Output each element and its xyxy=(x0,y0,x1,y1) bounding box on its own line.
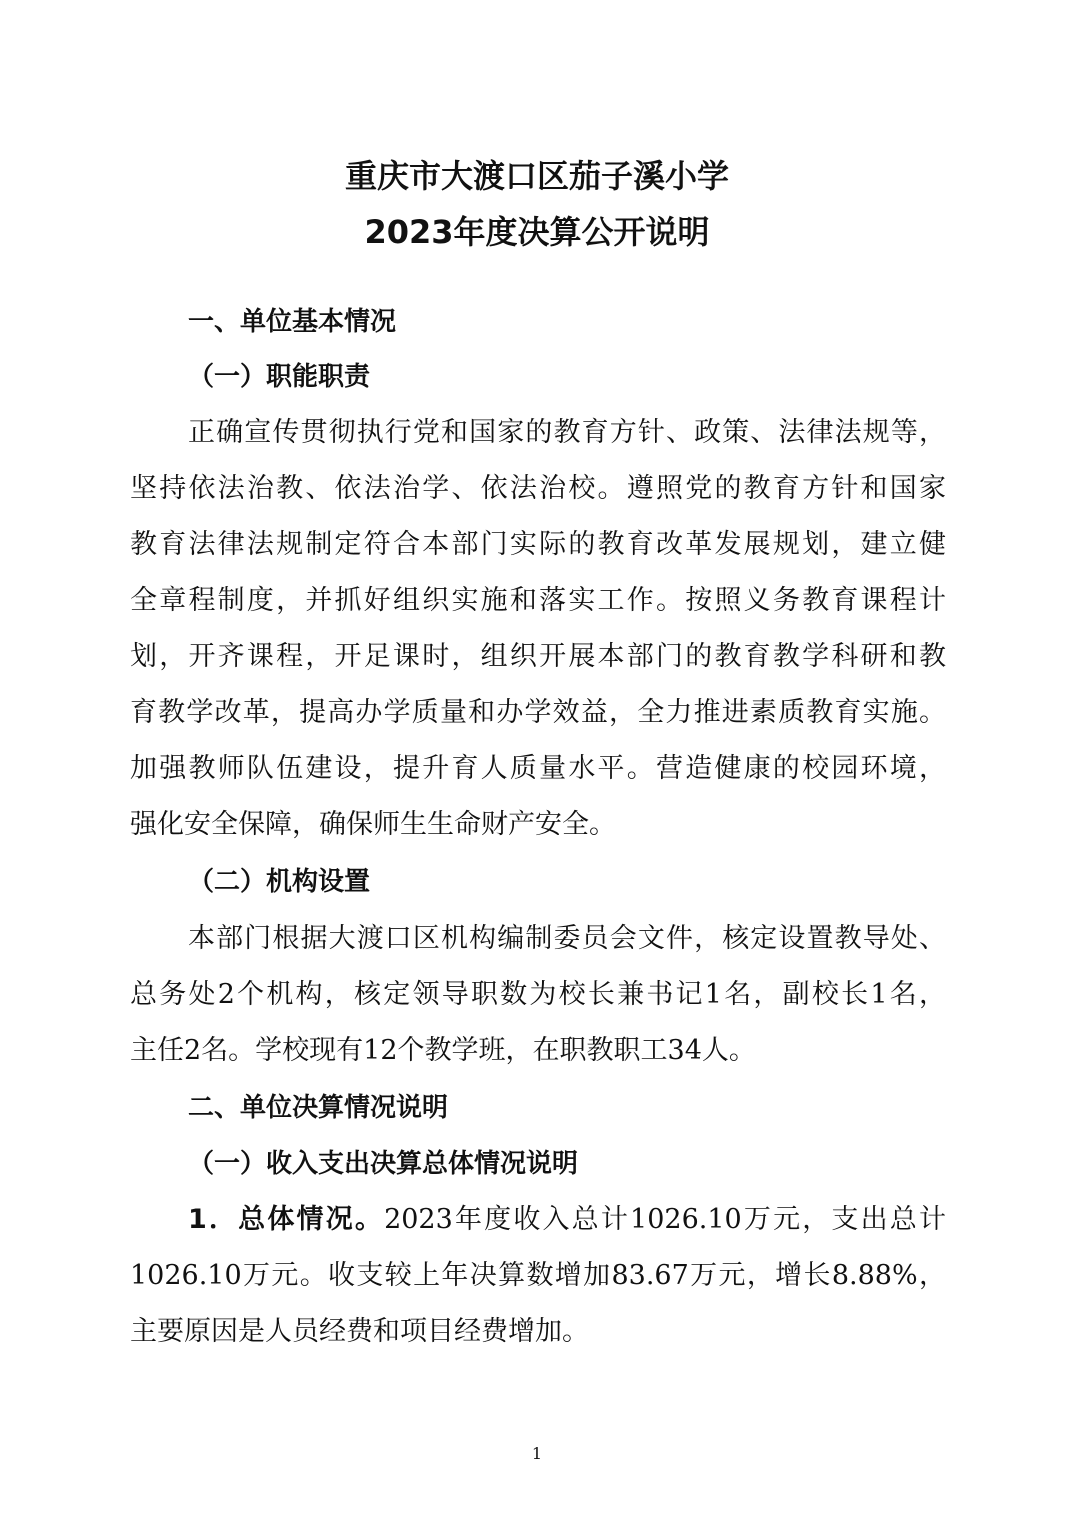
paragraph-line: 总务处2个机构，核定领导职数为校长兼书记1名，副校长1名， xyxy=(130,979,946,1010)
item-text: 2023年度收入总计1026.10万元，支出总计 xyxy=(384,1204,946,1235)
section-1-heading: 一、单位基本情况 xyxy=(188,307,397,337)
paragraph-line: 主任2名。学校现有12个教学班，在职教职工34人。 xyxy=(130,1035,756,1066)
paragraph-line: 1026.10万元。收支较上年决算数增加83.67万元，增长8.88%， xyxy=(130,1260,946,1291)
paragraph-line: 划，开齐课程，开足课时，组织开展本部门的教育教学科研和教 xyxy=(130,641,946,672)
paragraph-line: 强化安全保障，确保师生生命财产安全。 xyxy=(130,809,616,840)
paragraph-line: 育教学改革，提高办学质量和办学效益，全力推进素质教育实施。 xyxy=(130,697,946,728)
paragraph-line-with-label xyxy=(188,1202,946,1238)
section-2-1-heading: （一）收入支出决算总体情况说明 xyxy=(188,1149,579,1179)
item-label: 1．总体情况。 xyxy=(188,1204,385,1235)
paragraph-line: 加强教师队伍建设，提升育人质量水平。营造健康的校园环境， xyxy=(130,753,946,784)
paragraph-line: 坚持依法治教、依法治学、依法治校。遵照党的教育方针和国家 xyxy=(130,473,946,504)
paragraph-line: 主要原因是人员经费和项目经费增加。 xyxy=(130,1316,589,1347)
page-number: 1 xyxy=(531,1444,543,1463)
section-2-heading: 二、单位决算情况说明 xyxy=(188,1093,449,1123)
section-1-2-heading: （二）机构设置 xyxy=(188,867,371,897)
paragraph-line: 本部门根据大渡口区机构编制委员会文件，核定设置教导处、 xyxy=(188,923,946,954)
paragraph-line: 全章程制度，并抓好组织实施和落实工作。按照义务教育课程计 xyxy=(130,585,946,616)
document-title-line-2: 2023年度决算公开说明 xyxy=(364,213,710,251)
document-title-line-1: 重庆市大渡口区茄子溪小学 xyxy=(344,157,729,195)
paragraph-line: 正确宣传贯彻执行党和国家的教育方针、政策、法律法规等， xyxy=(188,417,946,448)
section-1-1-heading: （一）职能职责 xyxy=(188,362,371,392)
paragraph-line: 教育法律法规制定符合本部门实际的教育改革发展规划，建立健 xyxy=(130,529,946,560)
